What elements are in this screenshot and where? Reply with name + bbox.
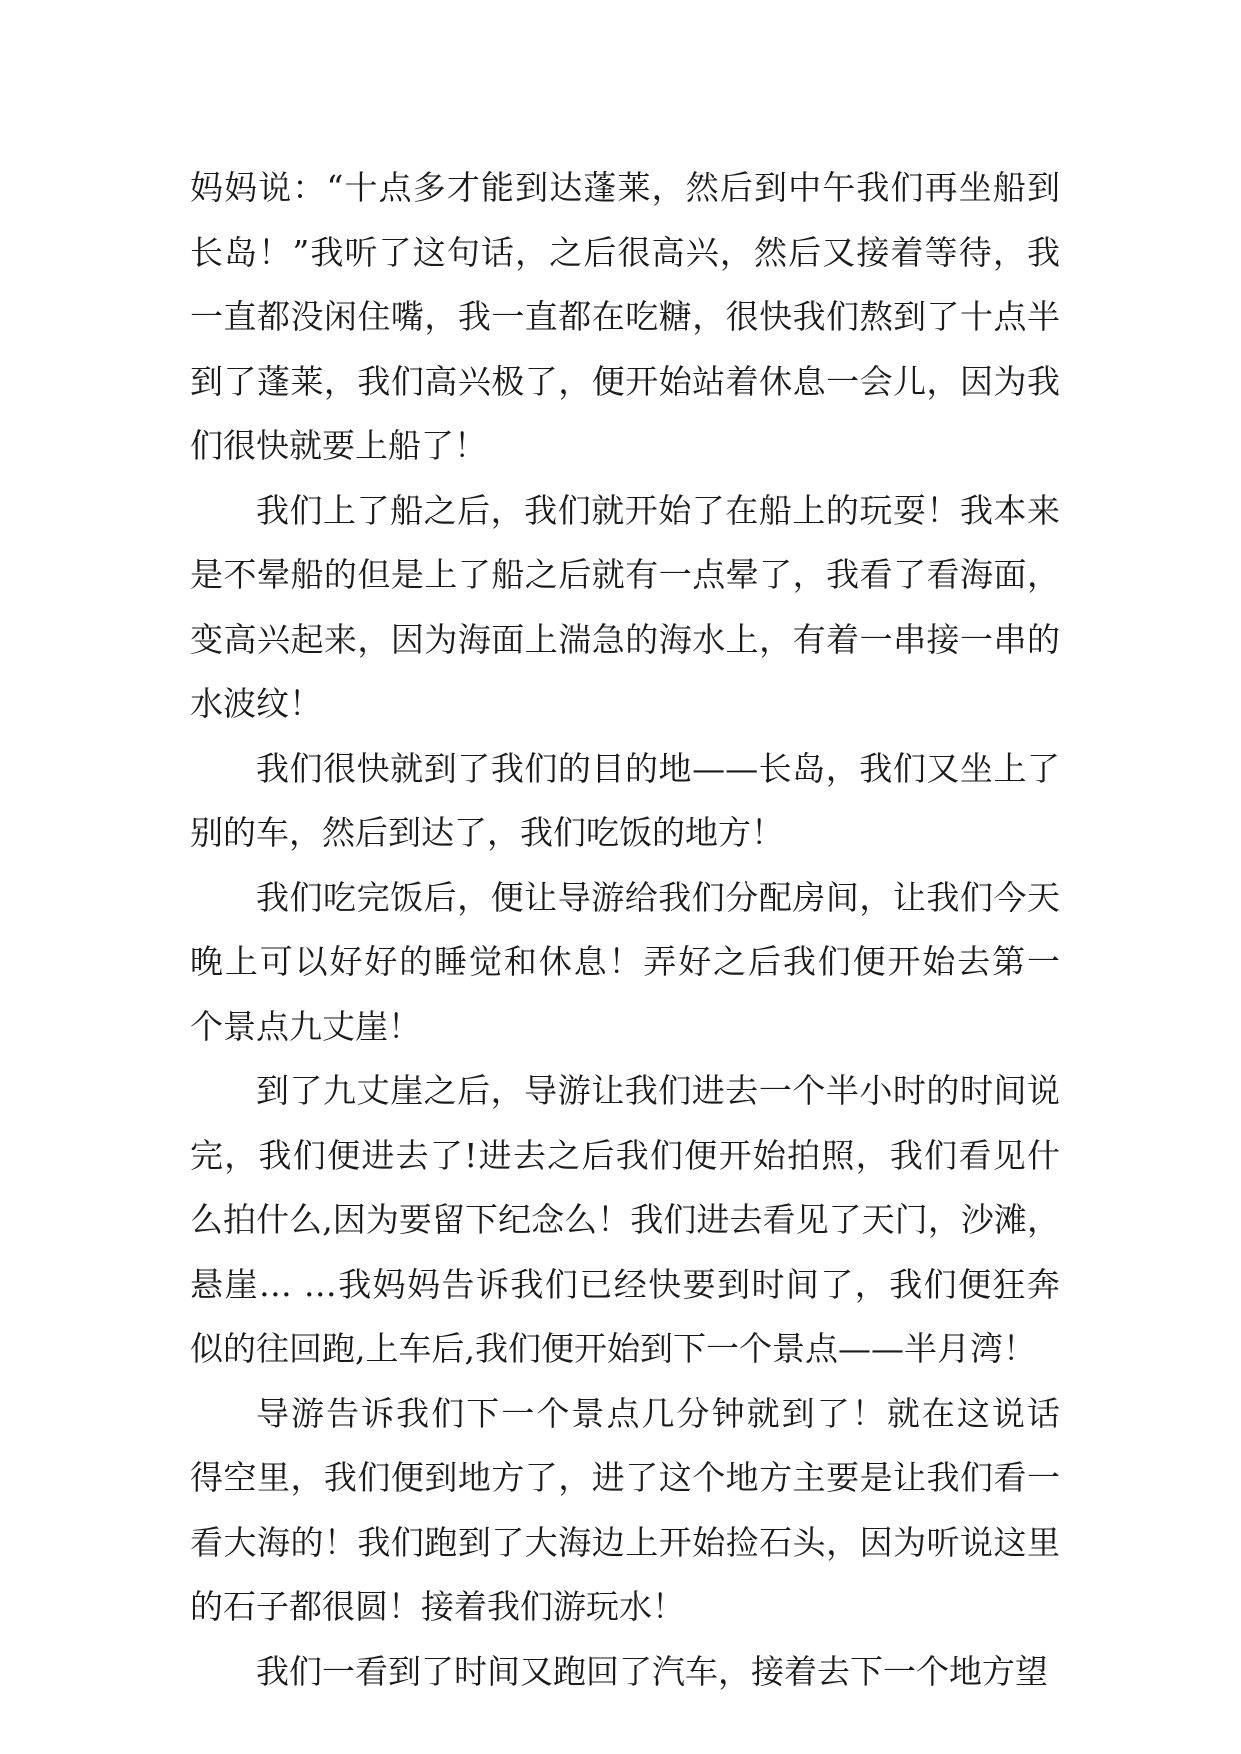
text-line: 到了九丈崖之后，导游让我们进去一个半小时的时间说	[256, 1071, 1060, 1110]
text-line: 我们吃完饭后，便让导游给我们分配房间，让我们今天	[256, 877, 1060, 917]
text-line: 我们一看到了时间又跑回了汽车，接着去下一个地方望	[256, 1651, 1048, 1691]
text-line: 似的往回跑,上车后,我们便开始到下一个景点——半月湾！	[190, 1329, 1036, 1368]
text-line: 个景点九丈崖！	[190, 1006, 421, 1046]
text-line: 么拍什么,因为要留下纪念么！我们进去看见了天门，沙滩，	[190, 1200, 1060, 1239]
text-line: 我们上了船之后，我们就开始了在船上的玩耍！我本来	[256, 490, 1060, 530]
text-line: 悬崖… …我妈妈告诉我们已经快要到时间了，我们便狂奔	[190, 1264, 1060, 1304]
text-line: 导游告诉我们下一个景点几分钟就到了！就在这说话	[256, 1393, 1060, 1433]
text-line: 得空里，我们便到地方了，进了这个地方主要是让我们看一	[190, 1458, 1060, 1497]
text-line: 们很快就要上船了！	[190, 426, 487, 465]
text-line: 我们很快就到了我们的目的地——长岛，我们又坐上了	[256, 748, 1060, 788]
text-line: 晚上可以好好的睡觉和休息！弄好之后我们便开始去第一	[190, 942, 1060, 981]
text-line: 看大海的！我们跑到了大海边上开始捡石头，因为听说这里	[190, 1522, 1060, 1562]
body-text	[190, 156, 1060, 1704]
text-line: 别的车，然后到达了，我们吃饭的地方！	[190, 813, 784, 852]
text-line: 妈妈说：“十点多才能到达蓬莱，然后到中午我们再坐船到	[190, 168, 1060, 207]
text-line: 一直都没闲住嘴，我一直都在吃糖，很快我们熬到了十点半	[190, 297, 1060, 336]
text-line: 的石子都很圆！接着我们游玩水！	[190, 1587, 685, 1626]
text-line: 水波纹！	[190, 684, 322, 723]
text-line: 变高兴起来，因为海面上湍急的海水上，有着一串接一串的	[190, 619, 1060, 659]
text-line: 长岛！”我听了这句话，之后很高兴，然后又接着等待，我	[190, 232, 1060, 272]
text-line: 是不晕船的但是上了船之后就有一点晕了，我看了看海面，	[190, 555, 1060, 594]
text-line: 完，我们便进去了!进去之后我们便开始拍照，我们看见什	[190, 1135, 1060, 1175]
text-line: 到了蓬莱，我们高兴极了，便开始站着休息一会儿，因为我	[190, 361, 1060, 401]
